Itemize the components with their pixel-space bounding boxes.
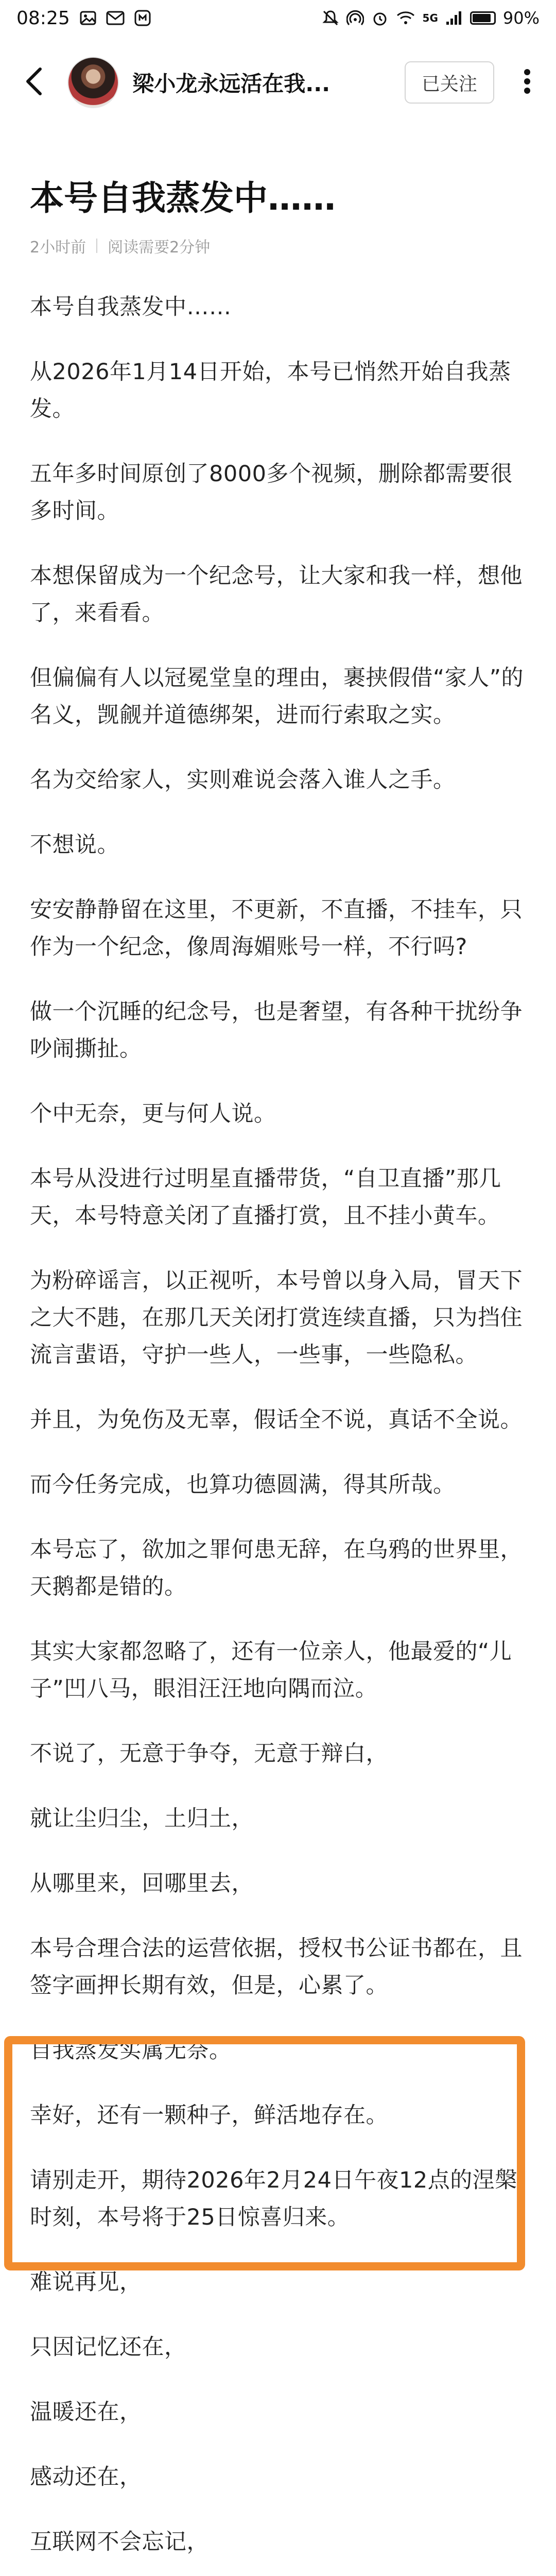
publish-time: 2小时前 xyxy=(30,239,86,257)
article-paragraph: 请别走开，期待2026年2月24日午夜12点的涅槃时刻，本号将于25日惊喜归来。 xyxy=(30,2167,517,2230)
article-paragraph: 做一个沉睡的纪念号，也是奢望，有各种干扰纷争吵闹撕扯。 xyxy=(30,999,523,1062)
status-bar xyxy=(0,0,556,36)
more-icon xyxy=(523,66,531,99)
article-paragraph: 温暖还在， xyxy=(30,2399,142,2425)
article-title: 本号自我蒸发中…… xyxy=(30,178,336,218)
network-label: 5G xyxy=(422,12,438,24)
avatar[interactable] xyxy=(67,57,119,108)
article-paragraph: 名为交给家人，实则难说会落入谁人之手。 xyxy=(30,767,456,793)
article-paragraph: 安安静静留在这里，不更新，不直播，不挂车，只作为一个纪念，像周海媚账号一样，不行吗? xyxy=(30,897,523,960)
article-paragraph: 而今任务完成，也算功德圆满，得其所哉。 xyxy=(30,1472,456,1498)
wifi-icon xyxy=(396,8,415,28)
status-right xyxy=(322,8,540,28)
battery-label: 90% xyxy=(502,8,540,28)
article-paragraph: 本号合理合法的运营依据，授权书公证书都在，且签字画押长期有效，但是，心累了。 xyxy=(30,1936,523,1998)
article-paragraph: 本想保留成为一个纪念号，让大家和我一样，想他了，来看看。 xyxy=(30,563,523,626)
signal-icon xyxy=(445,8,463,28)
article-meta xyxy=(30,234,210,257)
article-paragraph: 只因记忆还在， xyxy=(30,2334,187,2360)
article-paragraph: 五年多时间原创了8000多个视频，删除都需要很多时间。 xyxy=(30,461,513,524)
status-left xyxy=(16,8,151,29)
battery-icon xyxy=(470,11,496,25)
gallery-icon xyxy=(79,8,97,28)
back-arrow-icon xyxy=(23,66,45,99)
article-paragraph: 从2026年1月14日开始，本号已悄然开始自我蒸发。 xyxy=(30,359,511,422)
hotspot-icon xyxy=(346,8,364,28)
article-paragraph: 就让尘归尘，土归土， xyxy=(30,1806,254,1832)
article-paragraph: 为粉碎谣言，以正视听，本号曾以身入局，冒天下之大不韪，在那几天关闭打赏连续直播，只为挡住流言蜚语，守护一些人，一些事，一些隐私。 xyxy=(30,1268,523,1368)
article-body xyxy=(30,289,526,2576)
alarm-icon xyxy=(371,8,389,28)
article-paragraph: 其实大家都忽略了，还有一位亲人，他最爱的“儿子”凹八马，眼泪汪汪地向隅而泣。 xyxy=(30,1639,512,1702)
article-paragraph: 不想说。 xyxy=(30,832,119,858)
article-paragraph: 自我蒸发实属无奈。 xyxy=(30,2038,232,2063)
mute-icon xyxy=(322,8,339,28)
article-paragraph: 个中无奈，更与何人说。 xyxy=(30,1101,276,1127)
article-paragraph: 本号忘了，欲加之罪何患无辞，在乌鸦的世界里，天鹅都是错的。 xyxy=(30,1537,523,1600)
article-paragraph: 幸好，还有一颗种子，鲜活地存在。 xyxy=(30,2103,388,2128)
mail-icon xyxy=(106,8,125,28)
article-paragraph: 不说了，无意于争夺，无意于辩白， xyxy=(30,1741,388,1767)
article-paragraph: 从哪里来，回哪里去， xyxy=(30,1871,254,1896)
article-paragraph: 难说再见， xyxy=(30,2269,142,2295)
article-paragraph: 本号从没进行过明星直播带货，“自卫直播”那几天，本号特意关闭了直播打赏，且不挂小黄车。 xyxy=(30,1166,501,1229)
article-paragraph: 并且，为免伤及无辜，假话全不说，真话不全说。 xyxy=(30,1407,523,1433)
article-paragraph: 但偏偏有人以冠冕堂皇的理由，裹挟假借“家人”的名义，觊觎并道德绑架，进而行索取之实。 xyxy=(30,665,524,728)
more-button[interactable] xyxy=(513,62,542,103)
meta-divider xyxy=(96,239,97,253)
read-time: 阅读需要2分钟 xyxy=(108,239,211,257)
article-paragraph: 感动还在， xyxy=(30,2464,142,2490)
article-paragraph: 互联网不会忘记， xyxy=(30,2529,209,2555)
top-navigation xyxy=(0,46,556,118)
app-icon xyxy=(134,8,151,28)
follow-button[interactable]: 已关注 xyxy=(405,61,494,104)
article-paragraph: 本号自我蒸发中…… xyxy=(30,294,232,320)
author-name[interactable]: 梁小龙永远活在我... xyxy=(132,71,331,96)
status-time: 08:25 xyxy=(16,7,70,29)
back-button[interactable] xyxy=(14,62,53,103)
